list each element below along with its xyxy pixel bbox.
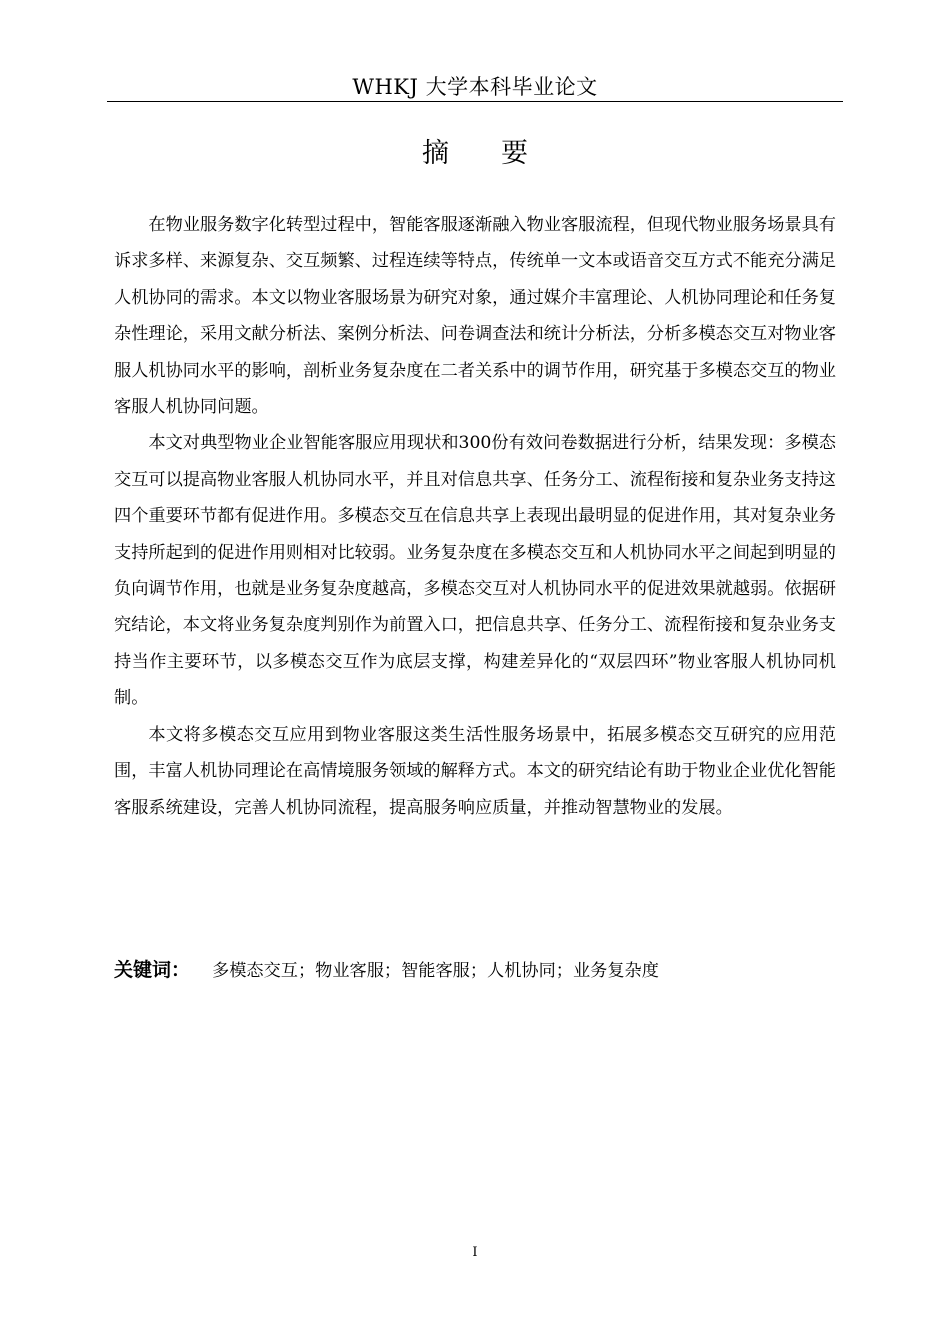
- keywords-text: 多模态交互；物业客服；智能客服；人机协同；业务复杂度: [212, 961, 659, 981]
- abstract-body: [114, 207, 836, 826]
- abstract-paragraph: 在物业服务数字化转型过程中，智能客服逐渐融入物业客服流程，但现代物业服务场景具有诉求多样、来源复杂、交互频繁、过程连续等特点，传统单一文本或语音交互方式不能充分满足人机协同的需求。本文以物业客服场景为研究对象，通过媒介丰富理论、人机协同理论和任务复杂性理论，采用文献分析法、案例分析法、问卷调查法和统计分析法，分析多模态交互对物业客服人机协同水平的影响，剖析业务复杂度在二者关系中的调节作用，研究基于多模态交互的物业客服人机协同问题。: [114, 215, 836, 418]
- keywords-label: 关键词：: [114, 959, 191, 981]
- running-header: WHKJ 大学本科毕业论文: [352, 75, 598, 99]
- page-title: 摘要: [422, 138, 580, 169]
- abstract-paragraph: 本文将多模态交互应用到物业客服这类生活性服务场景中，拓展多模态交互研究的应用范围，丰富人机协同理论在高情境服务领域的解释方式。本文的研究结论有助于物业企业优化智能客服系统建设，完善人机协同流程，提高服务响应质量，并推动智慧物业的发展。: [114, 724, 836, 818]
- header-divider: [107, 101, 843, 102]
- keywords-line: [114, 952, 659, 989]
- abstract-paragraph: 本文对典型物业企业智能客服应用现状和300份有效问卷数据进行分析，结果发现：多模态交互可以提高物业客服人机协同水平，并且对信息共享、任务分工、流程衔接和复杂业务支持这四个重要环节都有促进作用。多模态交互在信息共享上表现出最明显的促进作用，其对复杂业务支持所起到的促进作用则相对比较弱。业务复杂度在多模态交互和人机协同水平之间起到明显的负向调节作用，也就是业务复杂度越高，多模态交互对人机协同水平的促进效果就越弱。依据研究结论，本文将业务复杂度判别作为前置入口，把信息共享、任务分工、流程衔接和复杂业务支持当作主要环节，以多模态交互作为底层支撑，构建差异化的“双层四环”物业客服人机协同机制。: [114, 433, 836, 709]
- page-number: I: [472, 1245, 478, 1260]
